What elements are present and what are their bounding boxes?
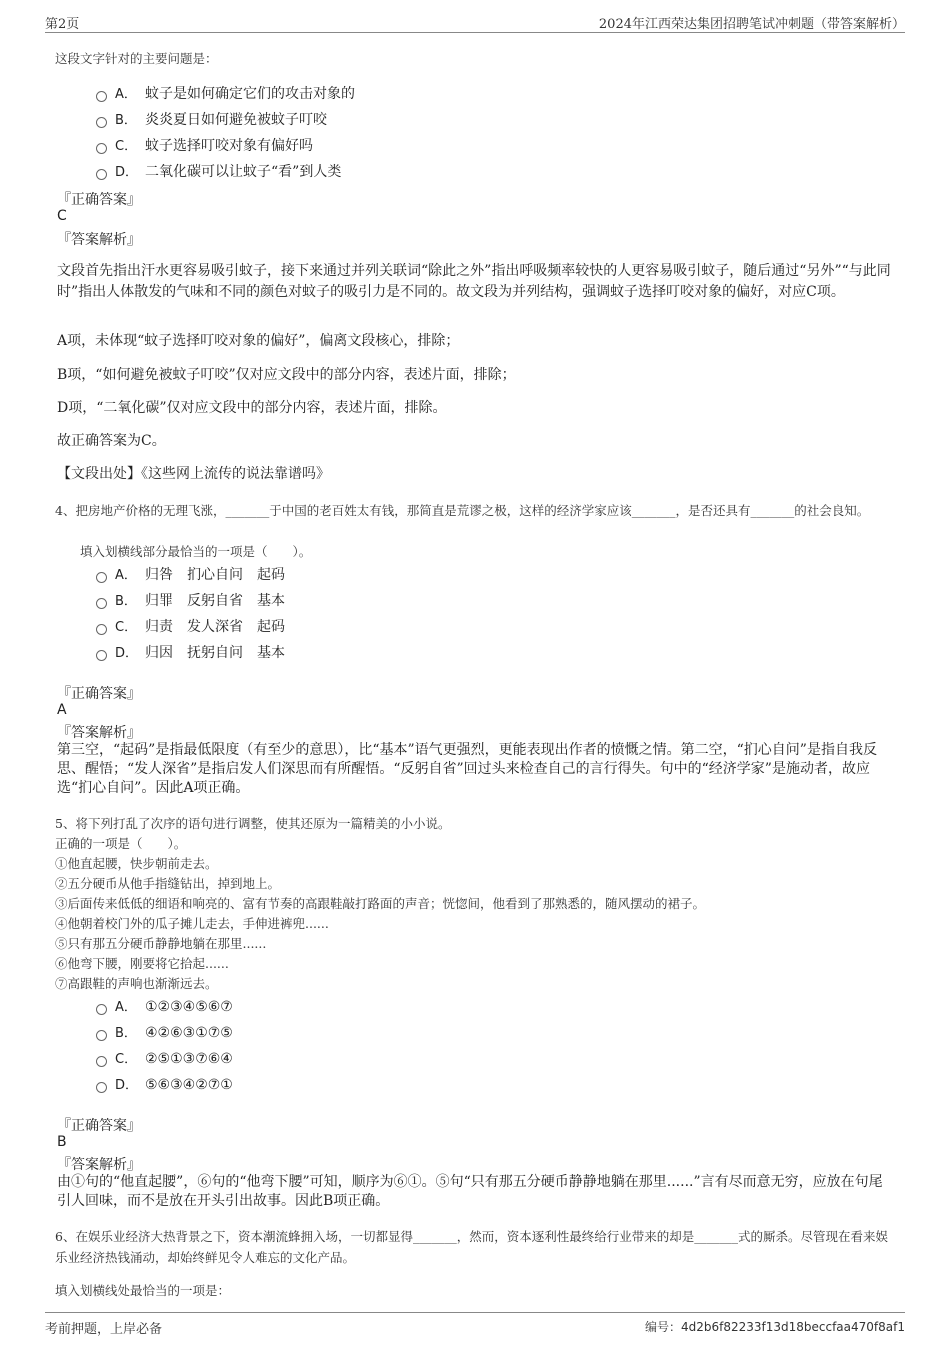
q5-option-d[interactable]: D． ⑤⑥③④②⑦①: [96, 1074, 233, 1094]
radio-icon[interactable]: [96, 143, 107, 154]
q3-analysis-conclusion: 故正确答案为C。: [57, 433, 166, 449]
q3-option-c[interactable]: C． 蚊子选择叮咬对象有偏好吗: [96, 135, 313, 155]
radio-icon[interactable]: [96, 572, 107, 583]
q5-option-a[interactable]: A． ①②③④⑤⑥⑦: [96, 996, 233, 1016]
q5-stem: 5、将下列打乱了次序的语句进行调整，使其还原为一篇精美的小小说。: [55, 816, 451, 831]
q4-option-b[interactable]: B． 归罪 反躬自省 基本: [96, 590, 285, 610]
q3-option-d[interactable]: D． 二氧化碳可以让蚊子“看”到人类: [96, 161, 341, 181]
q4-answer: A: [57, 702, 67, 718]
q5-option-c[interactable]: C． ②⑤①③⑦⑥④: [96, 1048, 233, 1068]
page-number: 第2页: [45, 17, 80, 32]
footer-slogan: 考前押题，上岸必备: [45, 1322, 163, 1337]
q3-option-a[interactable]: A． 蚊子是如何确定它们的攻击对象的: [96, 83, 355, 103]
document-title: 2024年江西荣达集团招聘笔试冲刺题（带答案解析）: [598, 17, 905, 32]
q5-analysis: 由①句的“他直起腰”，⑥句的“他弯下腰”可知，顺序为⑥①。⑤句“只有那五分硬币静静地躺在那里......”言有尽而意无穷，应放在句尾引人回味，而不是放在开头引出故事。因此B项正确。: [57, 1174, 883, 1209]
q4-analysis-label: 『答案解析』: [57, 725, 141, 741]
radio-icon[interactable]: [96, 1082, 107, 1093]
q3-answer: C: [57, 208, 67, 224]
q5-analysis-label: 『答案解析』: [57, 1157, 141, 1173]
q6-prompt: 填入划横线处最恰当的一项是：: [55, 1283, 231, 1298]
q3-analysis-d: D项，“二氧化碳”仅对应文段中的部分内容，表述片面，排除。: [57, 400, 447, 416]
q5-option-b[interactable]: B． ④②⑥③①⑦⑤: [96, 1022, 233, 1042]
q3-analysis-b: B项，“如何避免被蚊子叮咬”仅对应文段中的部分内容，表述片面，排除；: [57, 367, 516, 383]
q3-analysis-label: 『答案解析』: [57, 232, 141, 248]
page-footer: [45, 1312, 905, 1339]
document-id: 编号：4d2b6f82233f13d18beccfaa470f8af1: [644, 1320, 905, 1334]
q5-answer: B: [57, 1134, 67, 1150]
q3-answer-label: 『正确答案』: [57, 192, 141, 208]
q4-stem: 4、把房地产价格的无理飞涨，_______于中国的老百姓太有钱，那简直是荒谬之极，这样的经济学家应该_______，是否还具有_______的社会良知。: [55, 503, 870, 518]
radio-icon[interactable]: [96, 1056, 107, 1067]
q6-stem: 6、在娱乐业经济大热背景之下，资本潮流蜂拥入场，一切都显得_______，然而，资本逐利性最终给行业带来的却是_______式的厮杀。尽管现在看来娱乐业经济热钱涌动，却始终鲜见令人难忘的文化产品。: [55, 1229, 888, 1265]
q3-prompt: 这段文字针对的主要问题是：: [55, 51, 218, 66]
radio-icon[interactable]: [96, 1004, 107, 1015]
q5-sentence: ②五分硬币从他手指缝钻出，掉到地上。: [55, 876, 281, 891]
q5-answer-label: 『正确答案』: [57, 1118, 141, 1134]
radio-icon[interactable]: [96, 169, 107, 180]
q5-sentence: ⑥他弯下腰，刚要将它拾起......: [55, 956, 229, 971]
q4-analysis: 第三空，“起码”是指最低限度（有至少的意思），比“基本”语气更强烈，更能表现出作者的愤慨之情。第二空，“扪心自问”是指自我反思、醒悟；“发人深省”是指启发人们深思而有所醒悟。“反躬自省”回过头来检查自己的言行得失。句中的“经济学家”是施动者，故应选“扪心自问”。因此A项正确。: [57, 742, 877, 796]
q3-source: 【文段出处】《这些网上流传的说法靠谱吗》: [57, 466, 330, 482]
q3-analysis-a: A项，未体现“蚊子选择叮咬对象的偏好”，偏离文段核心，排除；: [57, 333, 460, 349]
q4-option-c[interactable]: C． 归责 发人深省 起码: [96, 616, 285, 636]
q5-sentence: ③后面传来低低的细语和响亮的、富有节奏的高跟鞋敲打路面的声音；恍惚间，他看到了那熟悉的，随风摆动的裙子。: [55, 896, 706, 911]
q5-sentence: ⑤只有那五分硬币静静地躺在那里......: [55, 936, 267, 951]
page-header: [45, 10, 905, 33]
radio-icon[interactable]: [96, 598, 107, 609]
q4-option-d[interactable]: D． 归因 抚躬自问 基本: [96, 642, 285, 662]
radio-icon[interactable]: [96, 117, 107, 128]
radio-icon[interactable]: [96, 650, 107, 661]
radio-icon[interactable]: [96, 624, 107, 635]
q3-analysis-main: 文段首先指出汗水更容易吸引蚊子，接下来通过并列关联词“除此之外”指出呼吸频率较快的人更容易吸引蚊子，随后通过“另外”“与此同时”指出人体散发的气味和不同的颜色对蚊子的吸引力是不同的。故文段为并列结构，强调蚊子选择叮咬对象的偏好，对应C项。: [57, 263, 891, 300]
q5-sentence: ⑦高跟鞋的声响也渐渐远去。: [55, 976, 218, 991]
q3-option-b[interactable]: B． 炎炎夏日如何避免被蚊子叮咬: [96, 109, 327, 129]
q4-answer-label: 『正确答案』: [57, 686, 141, 702]
q4-prompt: 填入划横线部分最恰当的一项是（ ）。: [80, 544, 312, 559]
radio-icon[interactable]: [96, 1030, 107, 1041]
q5-sentence: ④他朝着校门外的瓜子摊儿走去，手伸进裤兜......: [55, 916, 329, 931]
q5-prompt: 正确的一项是（ ）。: [55, 836, 187, 851]
q5-sentence: ①他直起腰，快步朝前走去。: [55, 856, 218, 871]
radio-icon[interactable]: [96, 91, 107, 102]
q4-option-a[interactable]: A． 归咎 扪心自问 起码: [96, 564, 285, 584]
